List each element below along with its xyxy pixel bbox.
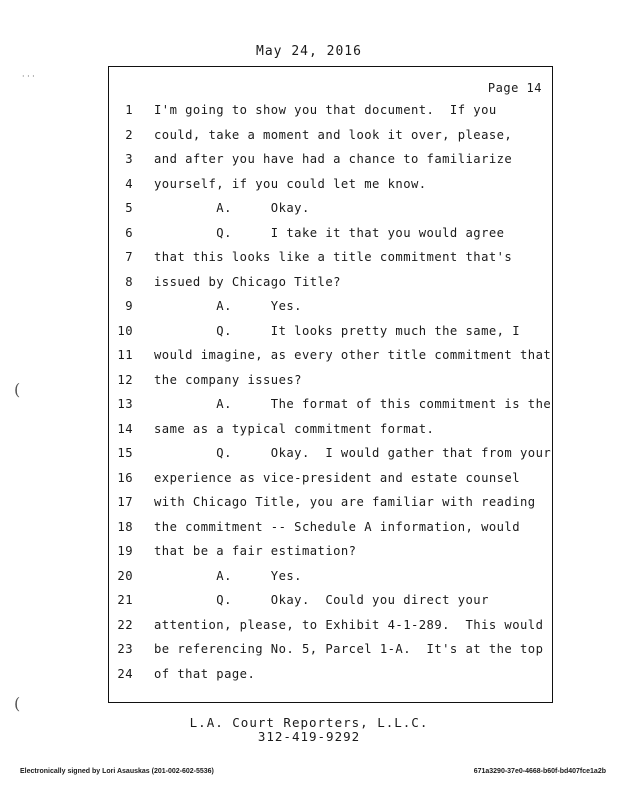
- line-text: A. Okay.: [154, 201, 310, 215]
- line-text: Q. It looks pretty much the same, I: [154, 323, 521, 338]
- line-number: 12: [117, 372, 133, 387]
- line-text: attention, please, to Exhibit 4-1-289. This would: [154, 617, 544, 632]
- line-number: 18: [117, 519, 133, 534]
- line-number: 3: [125, 152, 133, 166]
- line-text: yourself, if you could let me know.: [154, 176, 427, 191]
- line-text: A. Yes.: [154, 299, 302, 313]
- line-text: A. The format of this commitment is the: [154, 397, 552, 411]
- line-text: that be a fair estimation?: [154, 544, 357, 558]
- line-text: issued by Chicago Title?: [154, 274, 341, 289]
- line-number: 5: [125, 201, 133, 215]
- electronic-signature: Electronically signed by Lori Asauskas (201-002-602-5536): [20, 768, 214, 775]
- line-text: Q. Okay. Could you direct your: [154, 593, 489, 607]
- line-text: the company issues?: [154, 372, 302, 387]
- line-text: A. Yes.: [154, 568, 302, 583]
- line-number: 4: [125, 176, 133, 191]
- scan-speck: · · ·: [22, 72, 35, 81]
- document-id: 671a3290-37e0-4668-b60f-bd407fce1a2b: [473, 768, 606, 775]
- line-number: 7: [125, 250, 133, 264]
- line-number: 13: [117, 397, 133, 411]
- line-text: same as a typical commitment format.: [154, 421, 435, 436]
- line-number: 23: [117, 642, 133, 656]
- line-number: 9: [125, 299, 133, 313]
- line-number: 14: [117, 421, 133, 436]
- scan-mark: (: [14, 694, 21, 713]
- line-number: 11: [117, 348, 133, 362]
- line-number: 10: [117, 323, 133, 338]
- line-text: that this looks like a title commitment that's: [154, 250, 513, 264]
- transcript-page: [108, 66, 553, 703]
- line-text: be referencing No. 5, Parcel 1-A. It's at the top: [154, 642, 544, 656]
- line-number: 20: [117, 568, 133, 583]
- scan-mark: (: [14, 380, 21, 399]
- line-number: 6: [125, 225, 133, 240]
- court-reporter-footer: [0, 716, 618, 744]
- reporter-name: L.A. Court Reporters, L.L.C.: [189, 715, 429, 730]
- line-text: could, take a moment and look it over, please,: [154, 127, 513, 142]
- line-text: the commitment -- Schedule A information, would: [154, 519, 521, 534]
- line-number: 1: [125, 103, 133, 117]
- line-number: 17: [117, 495, 133, 509]
- line-text: and after you have had a chance to familiarize: [154, 152, 513, 166]
- line-text: Q. I take it that you would agree: [154, 225, 505, 240]
- line-text: Q. Okay. I would gather that from your: [154, 446, 552, 460]
- line-text: experience as vice-president and estate counsel: [154, 470, 521, 485]
- line-text: I'm going to show you that document. If you: [154, 103, 497, 117]
- line-text: would imagine, as every other title commitment that: [154, 348, 552, 362]
- line-number: 15: [117, 446, 133, 460]
- line-number: 2: [125, 127, 133, 142]
- deposition-date: May 24, 2016: [256, 44, 362, 59]
- page-number: Page 14: [487, 81, 542, 95]
- line-number: 22: [117, 617, 133, 632]
- line-number: 19: [117, 544, 133, 558]
- line-text: with Chicago Title, you are familiar with reading: [154, 495, 536, 509]
- line-number: 8: [125, 274, 133, 289]
- line-number: 21: [117, 593, 133, 607]
- line-number: 24: [117, 666, 133, 681]
- line-text: of that page.: [154, 666, 256, 681]
- line-number: 16: [117, 470, 133, 485]
- reporter-phone: 312-419-9292: [257, 729, 361, 744]
